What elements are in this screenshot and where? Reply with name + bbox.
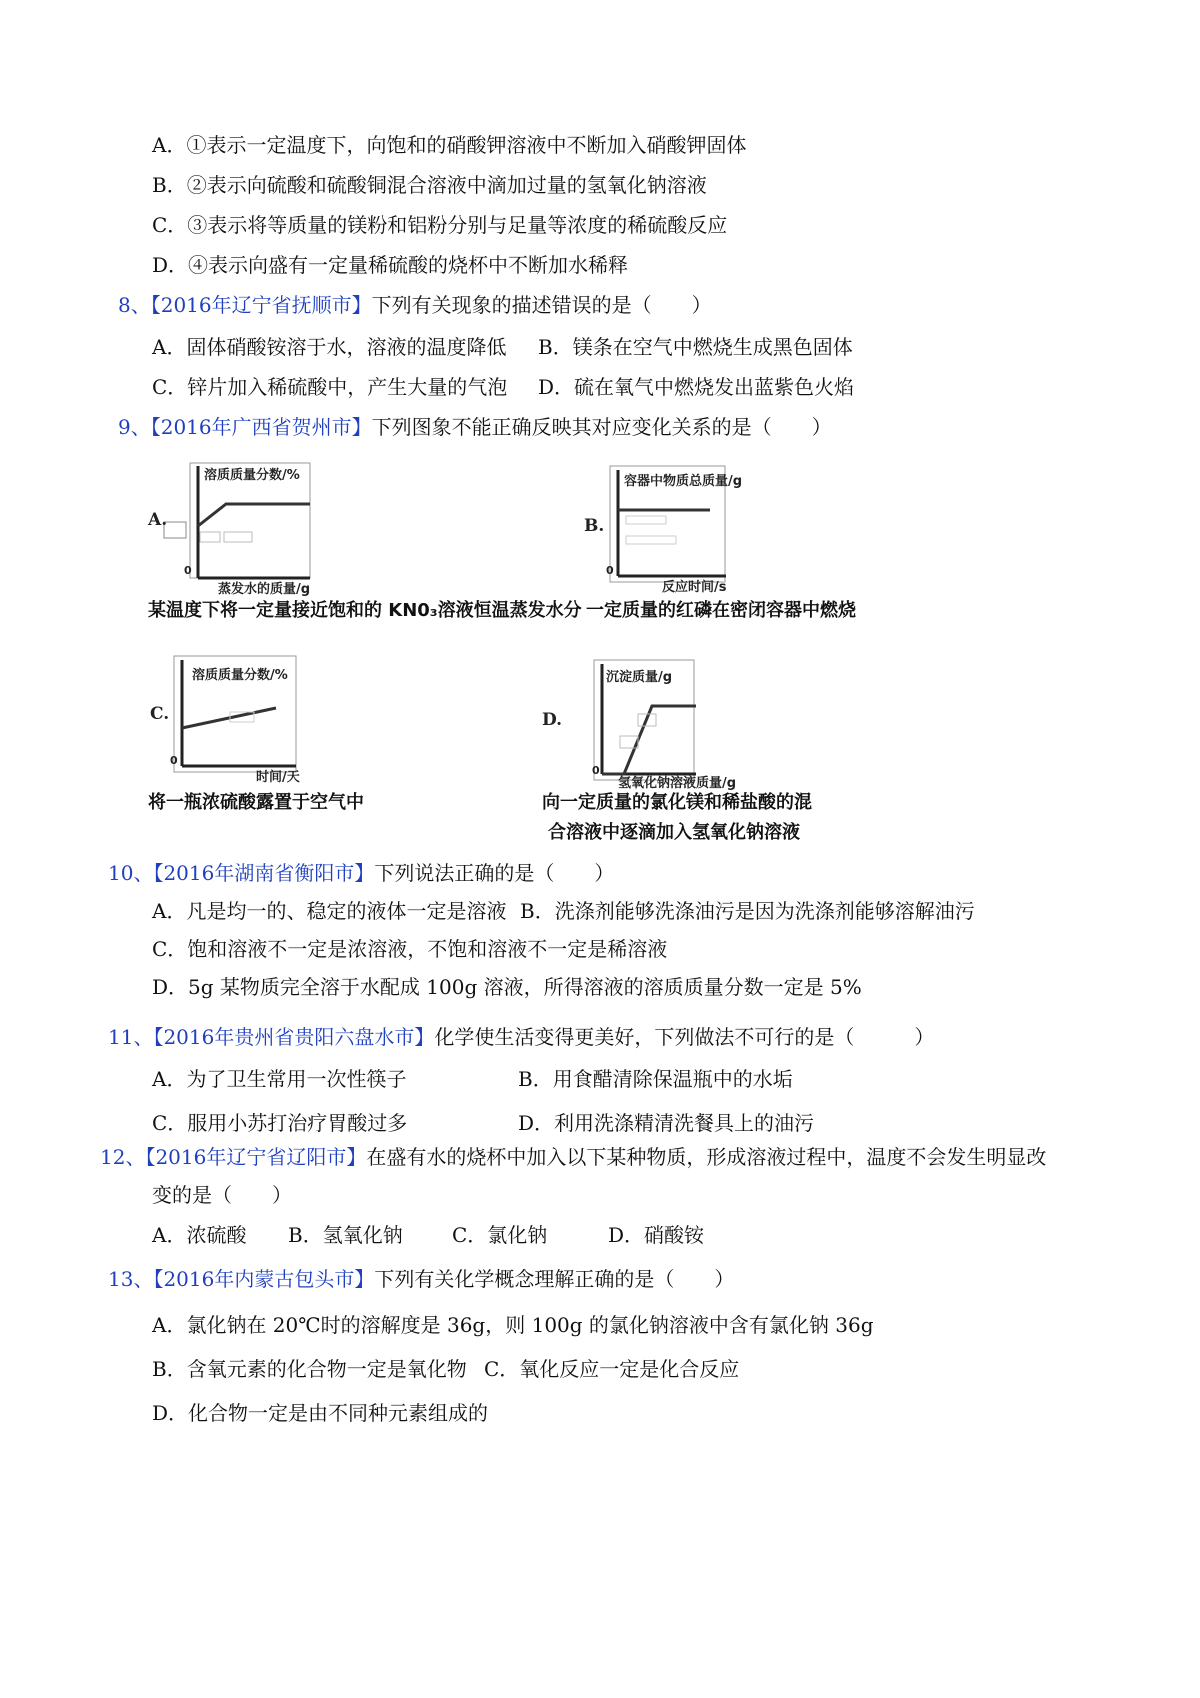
graph-c-xlabel: 时间/天 bbox=[256, 770, 300, 785]
q12-text-line2: 变的是（ ） bbox=[152, 1183, 292, 1207]
graph-d-xlabel: 氢氧化钠溶液质量/g bbox=[618, 776, 737, 791]
q8-stem bbox=[118, 292, 712, 318]
q7-option-a: A．①表示一定温度下，向饱和的硝酸钾溶液中不断加入硝酸钾固体 bbox=[152, 133, 747, 157]
q12-option-b: B．氢氧化钠 bbox=[288, 1223, 403, 1247]
graph-d-letter: D. bbox=[542, 710, 563, 730]
q11-text: 化学使生活变得更美好，下列做法不可行的是（ ） bbox=[434, 1025, 935, 1049]
graph-b-origin: 0 bbox=[606, 564, 614, 577]
q9-stem bbox=[118, 414, 832, 440]
q8-option-b: B．镁条在空气中燃烧生成黑色固体 bbox=[538, 335, 853, 359]
graph-d-curve bbox=[602, 706, 696, 774]
q12-option-c: C．氯化钠 bbox=[452, 1223, 548, 1247]
graph-c-ylabel: 溶质质量分数/% bbox=[192, 668, 288, 683]
q10-stem bbox=[108, 860, 614, 886]
q11-stem bbox=[108, 1024, 934, 1050]
q8-text: 下列有关现象的描述错误的是（ ） bbox=[371, 293, 712, 317]
graph-d-ylabel: 沉淀质量/g bbox=[606, 670, 673, 685]
q11-source: 【2016年贵州省贵阳六盘水市】 bbox=[153, 1025, 435, 1049]
q10-text: 下列说法正确的是（ ） bbox=[374, 861, 615, 885]
q12-option-a: A．浓硫酸 bbox=[152, 1223, 247, 1247]
q13-source: 【2016年内蒙古包头市】 bbox=[153, 1267, 375, 1291]
q10-option-c: C．饱和溶液不一定是浓溶液，不饱和溶液不一定是稀溶液 bbox=[152, 937, 668, 961]
q12-source: 【2016年辽宁省辽阳市】 bbox=[145, 1145, 367, 1169]
q8-option-c: C．锌片加入稀硫酸中，产生大量的气泡 bbox=[152, 375, 508, 399]
q11-option-a: A．为了卫生常用一次性筷子 bbox=[152, 1067, 407, 1091]
q10-option-a: A．凡是均一的、稳定的液体一定是溶液 bbox=[152, 899, 507, 923]
graph-c-origin: 0 bbox=[170, 754, 178, 767]
graph-a-xlabel: 蒸发水的质量/g bbox=[218, 582, 311, 597]
q11-option-d: D．利用洗涤精清洗餐具上的油污 bbox=[518, 1111, 815, 1135]
q7-option-b: B．②表示向硫酸和硫酸铜混合溶液中滴加过量的氢氧化钠溶液 bbox=[152, 173, 707, 197]
graph-d-origin: 0 bbox=[592, 764, 600, 777]
q8-number: 8、 bbox=[118, 293, 151, 317]
q12-stem bbox=[100, 1144, 1046, 1170]
q8-option-d: D．硫在氧气中燃烧发出蓝紫色火焰 bbox=[538, 375, 855, 399]
q12-text: 在盛有水的烧杯中加入以下某种物质，形成溶液过程中，温度不会发生明显改 bbox=[366, 1145, 1047, 1169]
graph-b-caption: 一定质量的红磷在密闭容器中燃烧 bbox=[586, 600, 856, 621]
q9-number: 9、 bbox=[118, 415, 151, 439]
q11-option-b: B．用食醋清除保温瓶中的水垢 bbox=[518, 1067, 793, 1091]
graph-b-ylabel: 容器中物质总质量/g bbox=[624, 474, 743, 489]
q12-option-d: D．硝酸铵 bbox=[608, 1223, 705, 1247]
q7-option-c: C．③表示将等质量的镁粉和铝粉分别与足量等浓度的稀硫酸反应 bbox=[152, 213, 728, 237]
q10-option-d: D．5g 某物质完全溶于水配成 100g 溶液，所得溶液的溶质质量分数一定是 5% bbox=[152, 975, 862, 999]
q13-stem bbox=[108, 1266, 734, 1292]
q13-option-a: A．氯化钠在 20℃时的溶解度是 36g，则 100g 的氯化钠溶液中含有氯化钠 36g bbox=[152, 1313, 874, 1337]
q11-option-c: C．服用小苏打治疗胃酸过多 bbox=[152, 1111, 408, 1135]
q13-number: 13、 bbox=[108, 1267, 154, 1291]
q10-source: 【2016年湖南省衡阳市】 bbox=[153, 861, 375, 885]
q13-option-c: C．氧化反应一定是化合反应 bbox=[484, 1357, 740, 1381]
q10-number: 10、 bbox=[108, 861, 154, 885]
q12-number: 12、 bbox=[100, 1145, 146, 1169]
q9-source: 【2016年广西省贺州市】 bbox=[150, 415, 372, 439]
q8-source: 【2016年辽宁省抚顺市】 bbox=[150, 293, 372, 317]
graph-a-caption: 某温度下将一定量接近饱和的 KN0₃溶液恒温蒸发水分 bbox=[148, 600, 582, 621]
graph-b-letter: B. bbox=[584, 516, 605, 536]
graph-a-letter: A. bbox=[148, 510, 168, 530]
graph-d-caption-line1: 向一定质量的氯化镁和稀盐酸的混 bbox=[542, 792, 812, 813]
graph-a-ylabel: 溶质质量分数/% bbox=[204, 468, 300, 483]
q7-option-d: D．④表示向盛有一定量稀硫酸的烧杯中不断加水稀释 bbox=[152, 253, 629, 277]
q11-number: 11、 bbox=[108, 1025, 154, 1049]
graph-c-curve bbox=[182, 708, 276, 728]
graph-a-curve bbox=[198, 504, 310, 526]
graph-d-caption-line2: 合溶液中逐滴加入氢氧化钠溶液 bbox=[548, 822, 800, 843]
q9-text: 下列图象不能正确反映其对应变化关系的是（ ） bbox=[371, 415, 832, 439]
q13-option-d: D．化合物一定是由不同种元素组成的 bbox=[152, 1401, 489, 1425]
q13-option-b: B．含氧元素的化合物一定是氧化物 bbox=[152, 1357, 467, 1381]
graph-c-letter: C. bbox=[150, 704, 170, 724]
graph-c-caption: 将一瓶浓硫酸露置于空气中 bbox=[148, 792, 364, 813]
graph-b-xlabel: 反应时间/s bbox=[662, 580, 727, 595]
q10-option-b: B．洗涤剂能够洗涤油污是因为洗涤剂能够溶解油污 bbox=[520, 899, 975, 923]
q13-text: 下列有关化学概念理解正确的是（ ） bbox=[374, 1267, 735, 1291]
graph-a-origin: 0 bbox=[184, 564, 192, 577]
q8-option-a: A．固体硝酸铵溶于水，溶液的温度降低 bbox=[152, 335, 507, 359]
